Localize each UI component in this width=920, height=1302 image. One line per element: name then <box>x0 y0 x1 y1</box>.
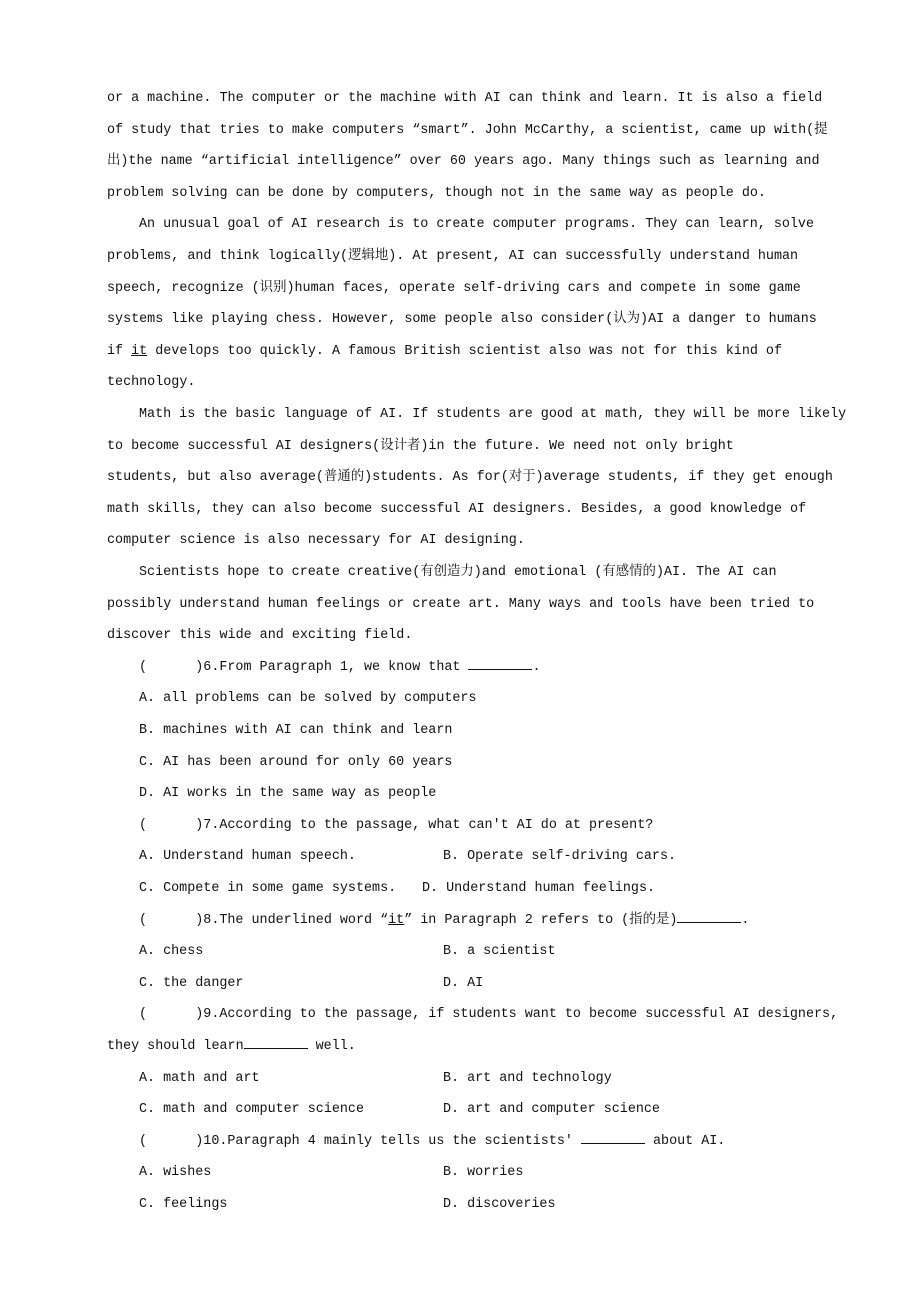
option: C. feelings <box>139 1197 228 1212</box>
passage-line: problem solving can be done by computers, though not in the same way as people do. <box>107 185 766 201</box>
passage-line: An unusual goal of AI research is to create computer programs. They can learn, solve <box>139 217 814 233</box>
passage-line: 出)the name “artificial intelligence” over 60 years ago. Many things such as learning and <box>107 154 820 170</box>
question-stem: ( )10.Paragraph 4 mainly tells us the scientists' <box>139 1133 581 1149</box>
passage-line: to become successful AI designers(设计者)in the future. We need not only bright <box>107 438 734 454</box>
answer-blank[interactable] <box>677 908 741 923</box>
question-9-cont <box>107 1031 356 1063</box>
option: D. Understand human feelings. <box>422 881 656 896</box>
option: C. AI has been around for only 60 years <box>139 754 453 770</box>
text: . <box>532 659 541 675</box>
text: develops too quickly. A famous British scientist also was not for this kind of <box>147 343 783 359</box>
answer-blank[interactable] <box>244 1034 308 1049</box>
option: A. Understand human speech. <box>139 849 356 865</box>
option-row <box>139 1189 839 1221</box>
passage-line: problems, and think logically(逻辑地). At present, AI can successfully understand human <box>107 249 799 264</box>
passage-line: speech, recognize (识别)human faces, operate self-driving cars and compete in some game <box>107 280 801 296</box>
option: C. the danger <box>139 975 244 991</box>
option: D. art and computer science <box>443 1102 660 1118</box>
underlined-word: it <box>388 912 405 928</box>
passage-line: of study that tries to make computers “smart”. John McCarthy, a scientist, came up with(提 <box>107 122 828 138</box>
question-stem: they should learn <box>107 1039 244 1054</box>
question-9: ( )9.According to the passage, if students want to become successful AI designers, <box>139 1007 839 1023</box>
option: B. a scientist <box>443 944 556 960</box>
option: B. worries <box>443 1165 524 1181</box>
option-row <box>139 1063 839 1095</box>
passage-line: possibly understand human feelings or create art. Many ways and tools have been tried to <box>107 596 815 612</box>
text: . <box>741 912 750 928</box>
answer-blank[interactable] <box>581 1129 645 1144</box>
option: B. Operate self-driving cars. <box>443 849 677 865</box>
option-row <box>139 968 839 1000</box>
question-stem: ” in Paragraph 2 refers to (指的是) <box>404 912 678 928</box>
option: A. wishes <box>139 1165 212 1181</box>
question-stem: ( )6.From Paragraph 1, we know that <box>139 659 469 675</box>
option: C. Compete in some game systems. <box>139 881 397 896</box>
question-6 <box>139 652 541 684</box>
passage-line <box>107 336 782 368</box>
passage-line: computer science is also necessary for AI designing. <box>107 533 525 549</box>
passage-line: Math is the basic language of AI. If students are good at math, they will be more likely <box>139 407 847 422</box>
text: about AI. <box>644 1133 726 1149</box>
option: D. AI <box>443 975 484 991</box>
option: D. discoveries <box>443 1197 556 1212</box>
answer-blank[interactable] <box>468 655 532 670</box>
option-row <box>139 1157 839 1189</box>
question-7: ( )7.According to the passage, what can't AI do at present? <box>139 817 654 833</box>
option: A. all problems can be solved by computers <box>139 691 477 707</box>
passage-line: math skills, they can also become successful AI designers. Besides, a good knowledge of <box>107 501 807 517</box>
question-stem: ( )8.The underlined word “ <box>139 912 389 928</box>
question-8 <box>139 905 749 937</box>
option: C. math and computer science <box>139 1102 364 1118</box>
passage-line: students, but also average(普通的)students. As for(对于)average students, if they get enough <box>107 470 833 486</box>
option-row <box>139 1094 839 1126</box>
option: B. machines with AI can think and learn <box>139 723 453 738</box>
underlined-word: it <box>131 343 148 359</box>
option: A. chess <box>139 944 204 960</box>
passage-line: discover this wide and exciting field. <box>107 628 413 644</box>
passage-line: Scientists hope to create creative(有创造力)and emotional (有感情的)AI. The AI can <box>139 565 777 580</box>
passage-line: systems like playing chess. However, some people also consider(认为)AI a danger to humans <box>107 312 817 328</box>
option-row <box>139 841 839 873</box>
text: well. <box>307 1039 356 1054</box>
question-10 <box>139 1126 725 1158</box>
option: A. math and art <box>139 1070 260 1086</box>
option-row <box>139 873 839 905</box>
option: D. AI works in the same way as people <box>139 786 437 802</box>
passage-line: or a machine. The computer or the machine with AI can think and learn. It is also a field <box>107 91 823 106</box>
text: if <box>107 343 132 359</box>
option-row <box>139 936 839 968</box>
passage-line: technology. <box>107 375 196 391</box>
option: B. art and technology <box>443 1070 612 1086</box>
